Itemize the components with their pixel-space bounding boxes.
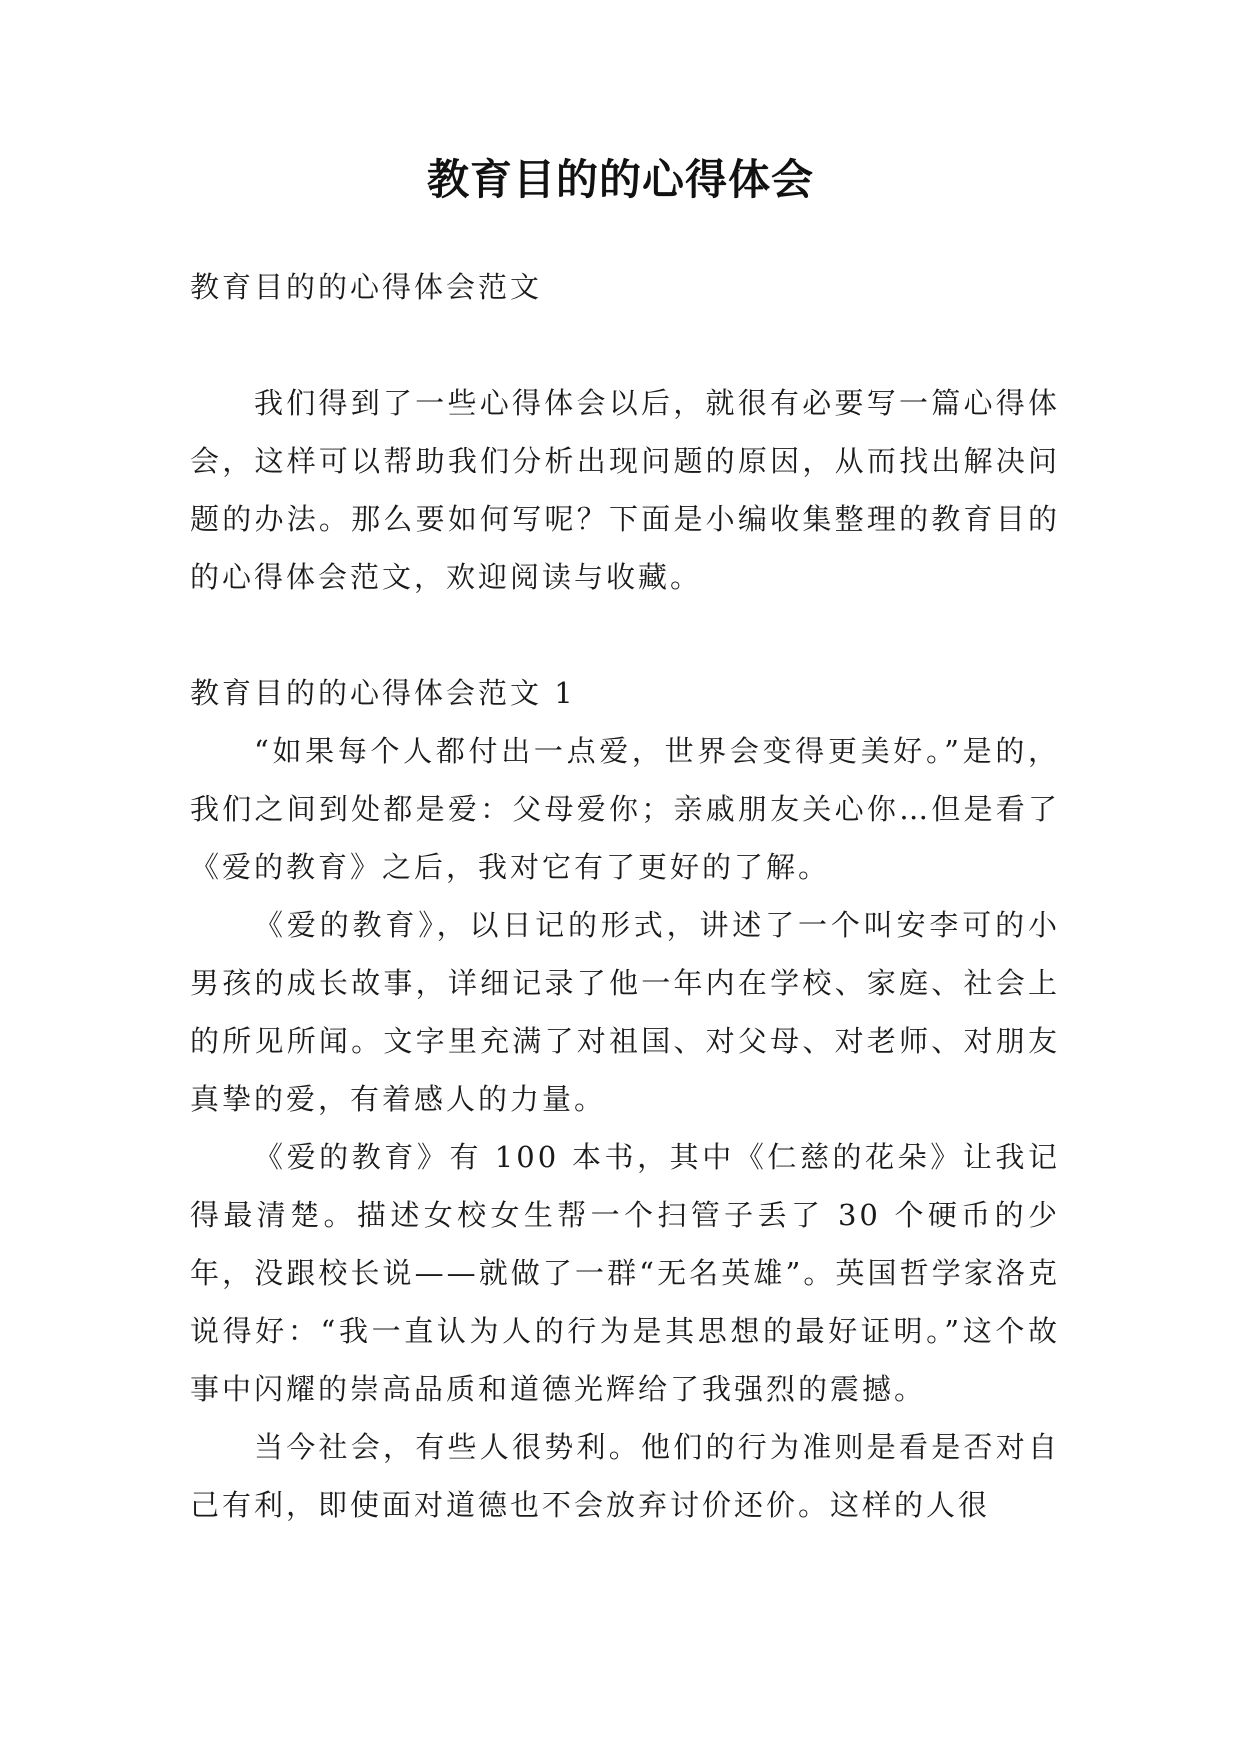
body-paragraph: 当今社会，有些人很势利。他们的行为准则是看是否对自己有利，即使面对道德也不会放弃讨价还价。这样的人很 — [190, 1430, 1060, 1522]
document-title: 教育目的的心得体会 — [426, 155, 814, 204]
body-paragraph: 《爱的教育》，以日记的形式，讲述了一个叫安李可的小男孩的成长故事，详细记录了他一年内在学校、家庭、社会上的所见所闻。文字里充满了对祖国、对父母、对老师、对朋友真挚的爱，有着感人的力量。 — [190, 908, 1060, 1116]
spacer — [190, 606, 1060, 664]
body-paragraph: “如果每个人都付出一点爱，世界会变得更美好。”是的，我们之间到处都是爱：父母爱你；亲戚朋友关心你…但是看了《爱的教育》之后，我对它有了更好的了解。 — [190, 734, 1060, 884]
body-paragraph: 《爱的教育》有 100 本书，其中《仁慈的花朵》让我记得最清楚。描述女校女生帮一个扫管子丢了 30 个硬币的少年，没跟校长说——就做了一群“无名英雄”。英国哲学家洛克说得好：“我一直认为人的行为是其思想的最好证明。”这个故事中闪耀的崇高品质和道德光辉给了我强烈的震撼。 — [190, 1140, 1060, 1406]
section-heading: 教育目的的心得体会范文 1 — [190, 676, 576, 710]
document-subtitle: 教育目的的心得体会范文 — [190, 270, 543, 304]
intro-paragraph: 我们得到了一些心得体会以后，就很有必要写一篇心得体会，这样可以帮助我们分析出现问题的原因，从而找出解决问题的办法。那么要如何写呢？下面是小编收集整理的教育目的的心得体会范文，欢迎阅读与收藏。 — [190, 386, 1060, 594]
document-body — [190, 258, 1060, 1534]
spacer — [190, 316, 1060, 374]
